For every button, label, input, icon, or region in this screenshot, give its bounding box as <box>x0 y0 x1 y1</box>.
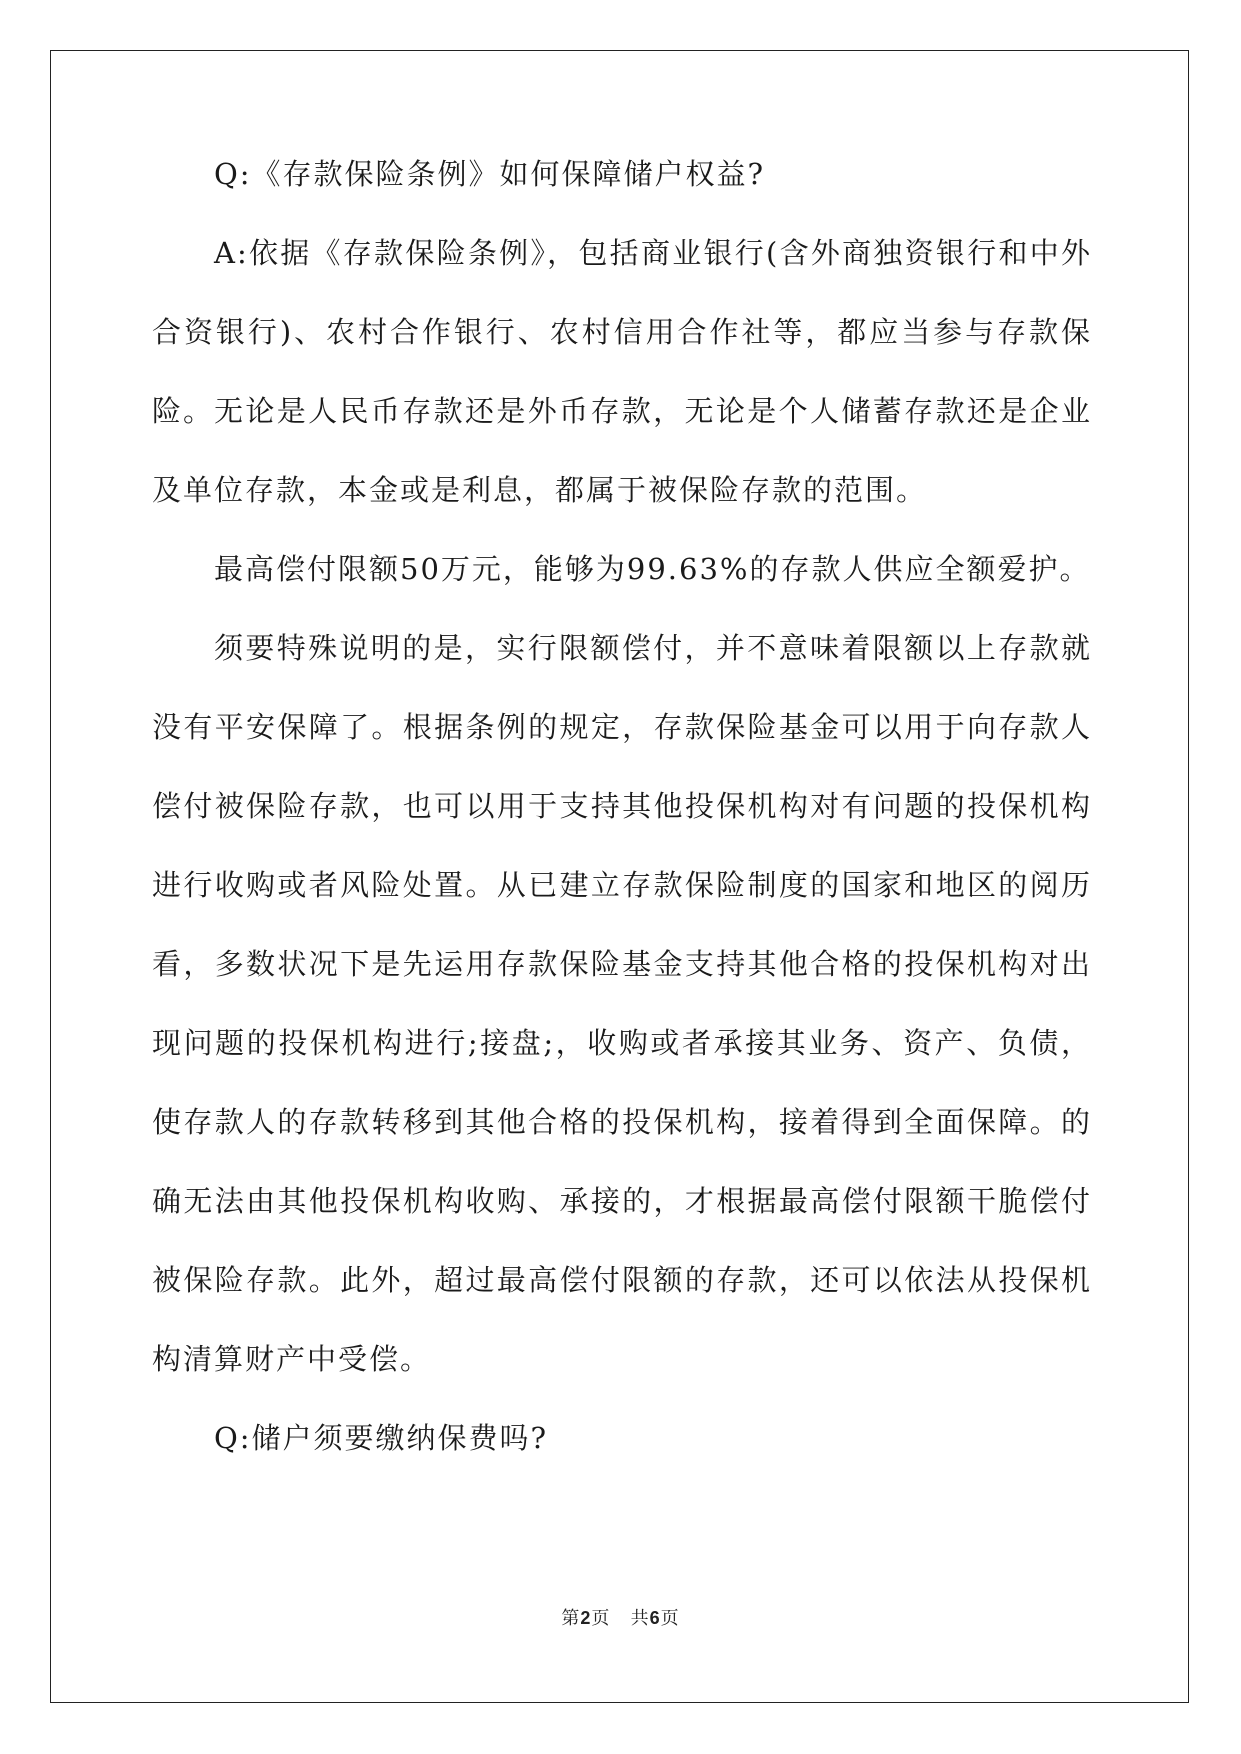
footer-total-prefix: 共 <box>630 1608 650 1629</box>
paragraph-answer-1: A:依据《存款保险条例》，包括商业银行(含外商独资银行和中外合资银行)、农村合作银行、农村信用合作社等，都应当参与存款保险。 <box>152 236 1092 428</box>
footer-page-total: 6 <box>649 1608 661 1628</box>
page-footer <box>0 1604 1241 1630</box>
paragraph-deposit-scope: 无论是人民币存款还是外币存款，无论是个人储蓄存款还是企业及单位存款，本金或是利息，都属于被保险存款的范围。 <box>152 394 1092 507</box>
footer-total-suffix: 页 <box>660 1608 680 1629</box>
paragraph-explanation: 须要特殊说明的是，实行限额偿付，并不意味着限额以上存款就没有平安保障了。根据条例的规定，存款保险基金可以用于向存款人偿付被保险存款，也可以用于支持其他投保机构对有问题的投保机构进行收购或者风险处置。从已建立存款保险制度的国家和地区的阅历看，多数状况下是先运用存款保险基金支持其他合格的投保机构对出现问题的投保机构进行;接盘;，收购或者承接其业务、资产、负债，使存款人的存款转移到其他合格的投保机构，接着得到全面保障。的确无法由其他投保机构收购、承接的，才根据最高偿付限额干脆偿付被保险存款。此外，超过最高偿付限额的存款，还可以依法从投保机构清算财产中受偿。 <box>152 631 1092 1376</box>
footer-page-current: 2 <box>580 1608 592 1628</box>
footer-page-prefix: 第 <box>561 1608 581 1629</box>
paragraph-question-1: Q:《存款保险条例》如何保障储户权益? <box>214 157 766 191</box>
paragraph-question-2: Q:储户须要缴纳保费吗? <box>214 1421 549 1455</box>
footer-page-suffix: 页 <box>591 1608 611 1629</box>
paragraph-limit: 最高偿付限额50万元，能够为99.63%的存款人供应全额爱护。 <box>214 552 1091 586</box>
